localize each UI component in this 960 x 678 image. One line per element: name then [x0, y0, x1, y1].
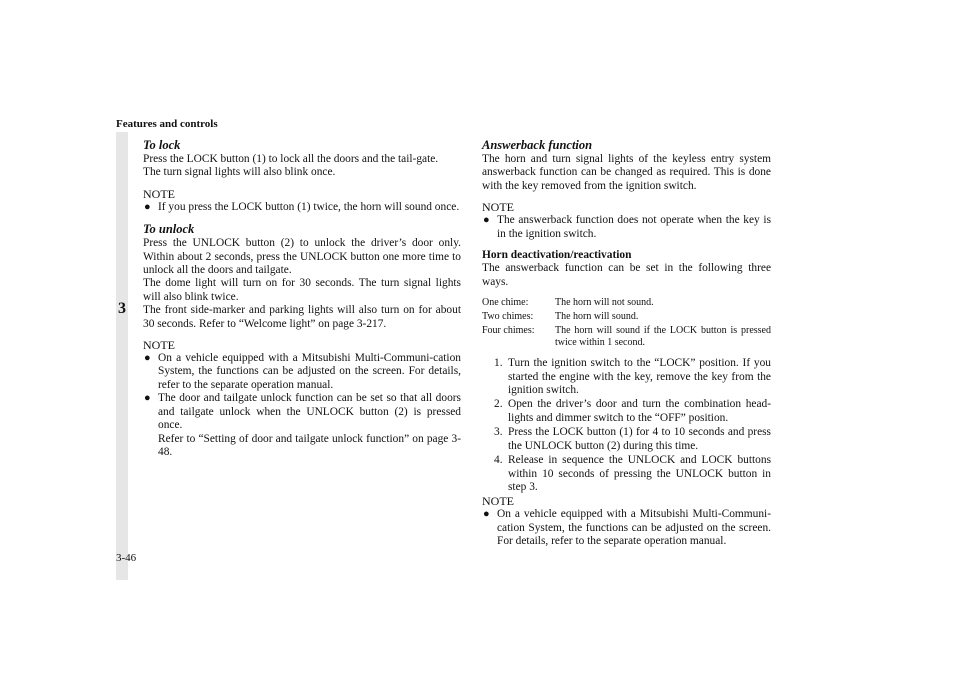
- step-number: 1.: [494, 357, 503, 370]
- note-item: [143, 201, 461, 214]
- step-number: 4.: [494, 454, 503, 467]
- note-label: NOTE: [143, 338, 175, 353]
- note-text-ref: Refer to “Setting of door and tailgate unlock function” on page 3-48.: [158, 432, 461, 458]
- note-label: NOTE: [482, 494, 514, 509]
- chime-option-desc: The horn will sound.: [555, 311, 639, 323]
- chime-option-desc: The horn will sound if the LOCK button is pressed twice within 1 second.: [555, 325, 771, 349]
- to-lock-heading: To lock: [143, 138, 181, 152]
- left-column: [143, 138, 461, 459]
- bullet-icon: ●: [144, 200, 151, 213]
- note-text: On a vehicle equipped with a Mitsubishi Multi-Communi-cation System, the functions can be adjusted on the screen. For details, refer to the separate operation manual.: [497, 508, 771, 548]
- to-unlock-text-2: The dome light will turn on for 30 seconds. The turn signal lights will also blink twice.: [143, 277, 461, 303]
- answerback-text: The horn and turn signal lights of the keyless entry system answerback function can be changed as required. This is done with the key removed from the ignition switch.: [482, 153, 771, 192]
- step-number: 2.: [494, 398, 503, 411]
- chime-option-row: [482, 325, 771, 349]
- note-text: If you press the LOCK button (1) twice, the horn will sound once.: [158, 200, 460, 213]
- page-number: 3-46: [116, 552, 137, 564]
- note-item: [143, 352, 461, 392]
- horn-subheading: Horn deactivation/reactivation: [482, 249, 632, 262]
- note-item: [482, 508, 771, 548]
- step-text: Open the driver’s door and turn the combination head-lights and dimmer switch to the “OFF” position.: [508, 398, 771, 424]
- answerback-heading: Answerback function: [482, 138, 593, 152]
- chime-option-label: Four chimes:: [482, 325, 535, 337]
- note-item: [482, 214, 771, 241]
- chime-option-label: Two chimes:: [482, 311, 534, 323]
- chime-option-row: [482, 311, 771, 323]
- step-text: Turn the ignition switch to the “LOCK” position. If you started the engine with the key, remove the key from the ignition switch.: [508, 357, 771, 397]
- procedure-step: [482, 454, 771, 494]
- to-unlock-heading: To unlock: [143, 222, 195, 237]
- bullet-icon: ●: [483, 508, 490, 521]
- chime-options-table: [482, 297, 771, 349]
- right-column: [482, 138, 771, 549]
- procedure-step: [482, 426, 771, 453]
- step-text: Press the LOCK button (1) for 4 to 10 seconds and press the UNLOCK button (2) during this time.: [508, 426, 771, 452]
- horn-subtext: The answerback function can be set in the following three ways.: [482, 262, 771, 288]
- chime-option-row: [482, 297, 771, 309]
- chime-option-label: One chime:: [482, 297, 529, 309]
- note-text: On a vehicle equipped with a Mitsubishi Multi-Communi-cation System, the functions can be adjusted on the screen. For details, refer to the separate operation manual.: [158, 352, 461, 391]
- bullet-icon: ●: [483, 214, 490, 227]
- step-text: Release in sequence the UNLOCK and LOCK buttons within 10 seconds of pressing the UNLOCK button in step 3.: [508, 454, 771, 493]
- note-item: [143, 392, 461, 459]
- chapter-tab: [116, 132, 128, 580]
- to-lock-text: Press the LOCK button (1) to lock all the doors and the tail-gate.: [143, 153, 439, 165]
- chime-option-desc: The horn will not sound.: [555, 297, 654, 309]
- note-text: The door and tailgate unlock function can be set so that all doors and tailgate unlock when the UNLOCK button (2) is pressed once.: [158, 392, 461, 432]
- procedure-step: [482, 398, 771, 425]
- step-number: 3.: [494, 426, 503, 439]
- to-lock-text-2: The turn signal lights will also blink once.: [143, 166, 336, 179]
- bullet-icon: ●: [144, 352, 151, 365]
- procedure-steps: [482, 357, 771, 494]
- note-text: The answerback function does not operate when the key is in the ignition switch.: [497, 214, 771, 240]
- page-header: Features and controls: [116, 118, 218, 130]
- to-unlock-text-1: Press the UNLOCK button (2) to unlock the driver’s door only. Within about 2 seconds, press the UNLOCK button one more time to unlock all the doors and tailgate.: [143, 237, 461, 277]
- bullet-icon: ●: [144, 392, 151, 405]
- to-unlock-text-3: The front side-marker and parking lights will also turn on for about 30 seconds. Refer to “Welcome light” on page 3-217.: [143, 304, 461, 330]
- note-label: NOTE: [143, 186, 175, 201]
- note-label: NOTE: [482, 200, 514, 215]
- chapter-number: 3: [118, 300, 126, 317]
- procedure-step: [482, 357, 771, 397]
